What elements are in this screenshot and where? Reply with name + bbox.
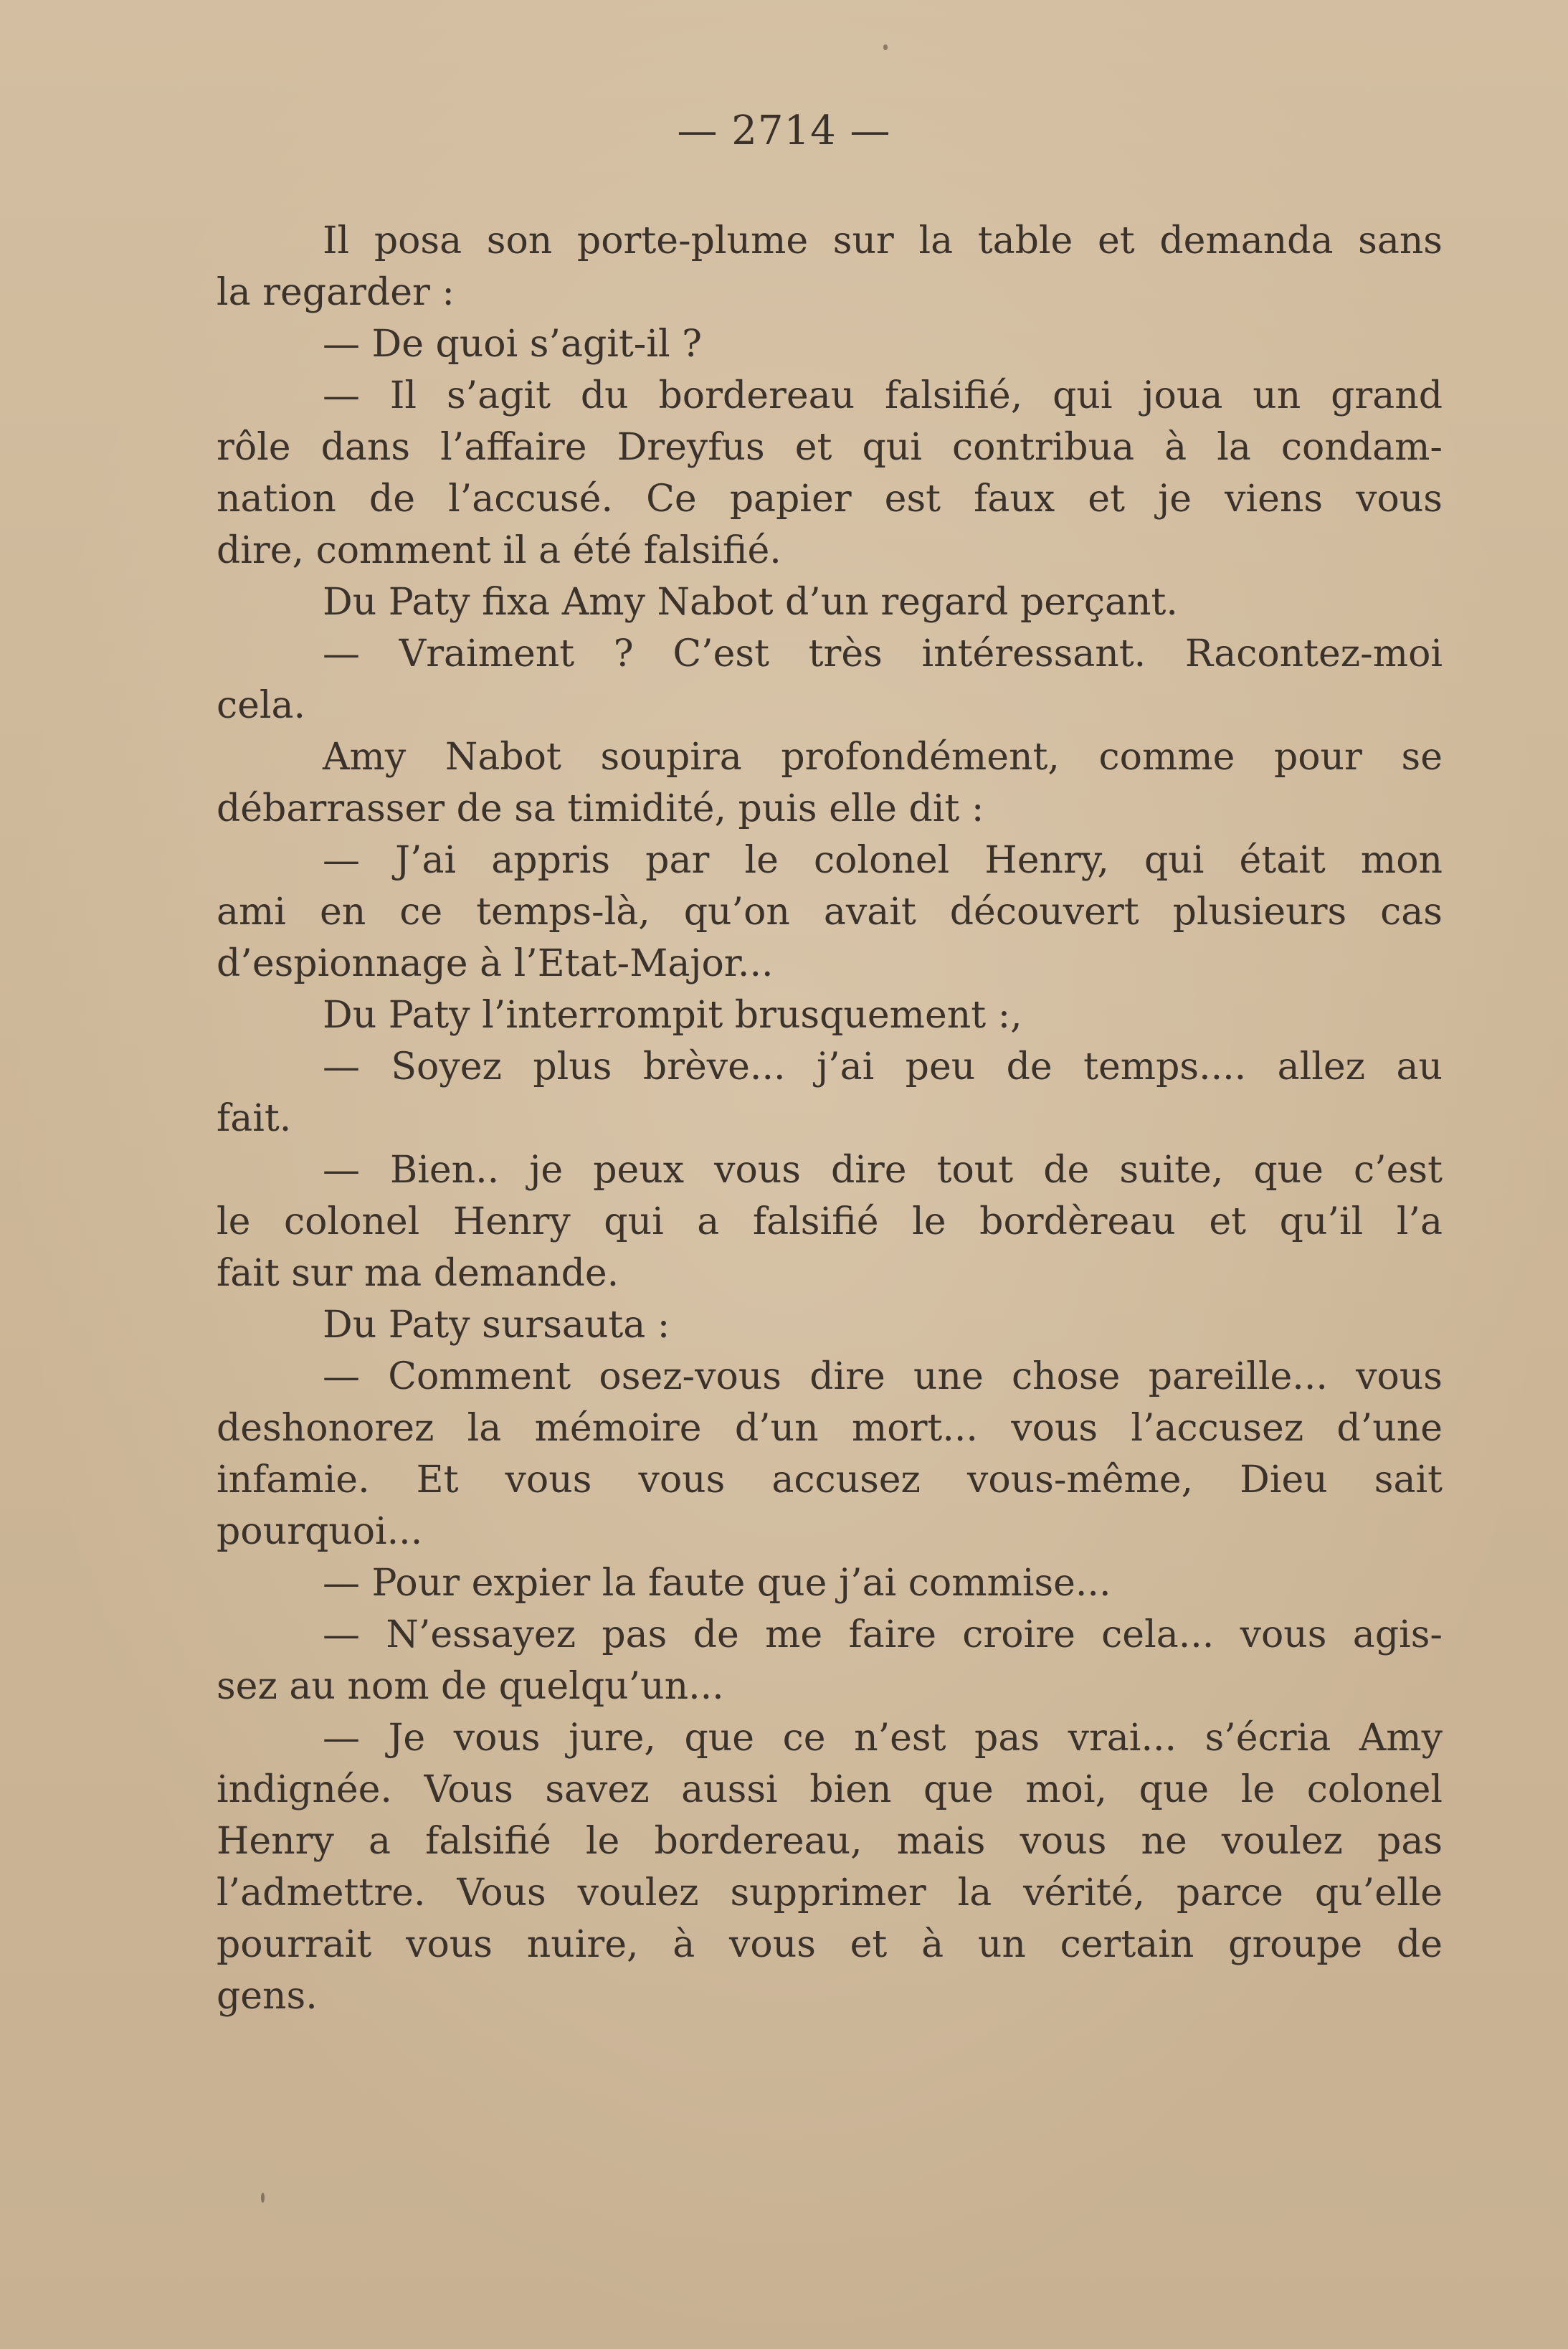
text-line: le colonel Henry qui a falsifié le bordèreau et qu’il l’a [217, 1200, 1443, 1243]
text-line: indignée. Vous savez aussi bien que moi, que le colonel [217, 1768, 1443, 1811]
text-line: — J’ai appris par le colonel Henry, qui était mon [323, 839, 1443, 882]
text-line: Du Paty l’interrompit brusquement :, [323, 994, 1022, 1037]
text-line: — De quoi s’agit-il ? [323, 323, 703, 366]
text-line: — Je vous jure, que ce n’est pas vrai... s’écria Amy [323, 1717, 1443, 1760]
text-line: fait. [217, 1097, 292, 1140]
text-line: rôle dans l’affaire Dreyfus et qui contribua à la condam- [217, 426, 1443, 469]
text-line: Amy Nabot soupira profondément, comme pour se [323, 736, 1443, 779]
text-line: — Soyez plus brève... j’ai peu de temps.... allez au [323, 1045, 1443, 1088]
text-line: — Il s’agit du bordereau falsifié, qui joua un grand [323, 374, 1443, 417]
text-line: dire, comment il a été falsifié. [217, 529, 781, 572]
text-line: Il posa son porte-plume sur la table et demanda sans [323, 219, 1443, 262]
body-text [217, 215, 1443, 2022]
text-line: d’espionnage à l’Etat-Major... [217, 942, 774, 985]
text-line: Henry a falsifié le bordereau, mais vous ne voulez pas [217, 1820, 1443, 1863]
text-line: — Pour expier la faute que j’ai commise... [323, 1562, 1111, 1605]
text-line: l’admettre. Vous voulez supprimer la vérité, parce qu’elle [217, 1871, 1443, 1914]
text-line: — Bien.. je peux vous dire tout de suite, que c’est [323, 1149, 1443, 1192]
text-line: — N’essayez pas de me faire croire cela... vous agis- [323, 1613, 1443, 1656]
text-line: gens. [217, 1975, 318, 2018]
text-line: — Comment osez-vous dire une chose pareille... vous [323, 1355, 1443, 1398]
text-line: Du Paty fixa Amy Nabot d’un regard perçant. [323, 581, 1178, 624]
text-line: fait sur ma demande. [217, 1252, 619, 1295]
text-line: — Vraiment ? C’est très intéressant. Racontez-moi [323, 632, 1443, 675]
text-line: sez au nom de quelqu’un... [217, 1665, 724, 1708]
ink-speck [883, 44, 888, 50]
text-line: deshonorez la mémoire d’un mort... vous l’accusez d’une [217, 1407, 1443, 1450]
text-line: nation de l’accusé. Ce papier est faux et je viens vous [217, 478, 1443, 521]
text-line: ami en ce temps-là, qu’on avait découvert plusieurs cas [217, 891, 1443, 934]
page-number: — 2714 — [677, 108, 891, 154]
ink-speck [261, 2193, 265, 2203]
text-line: infamie. Et vous vous accusez vous-même, Dieu sait [217, 1458, 1443, 1501]
text-line: débarrasser de sa timidité, puis elle dit : [217, 787, 984, 830]
text-line: cela. [217, 684, 306, 727]
text-line: la regarder : [217, 271, 455, 314]
text-line: pourrait vous nuire, à vous et à un certain groupe de [217, 1923, 1443, 1966]
text-line: Du Paty sursauta : [323, 1304, 670, 1347]
text-line: pourquoi... [217, 1510, 423, 1553]
